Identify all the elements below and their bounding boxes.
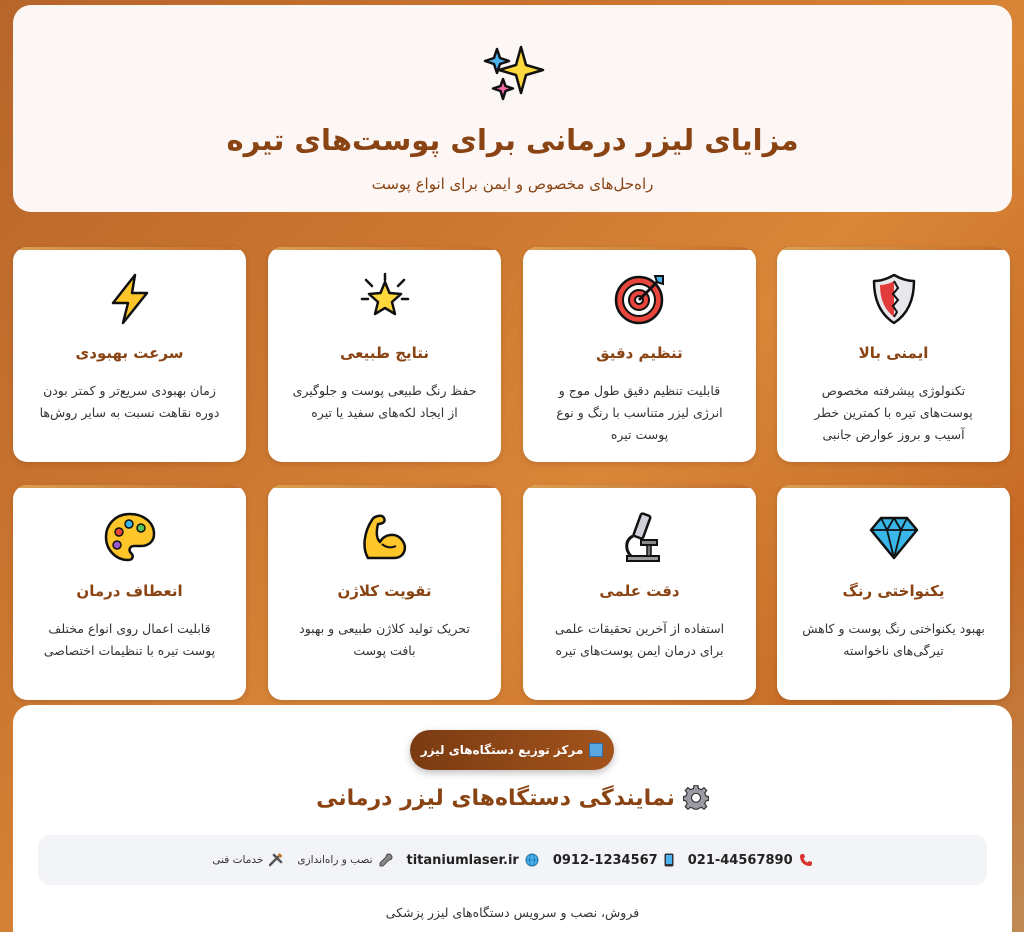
feature-title: یکنواختی رنگ <box>842 582 945 600</box>
mobile-phone-icon <box>664 853 674 867</box>
feature-card-natural-results <box>268 247 501 462</box>
sparkles-icon <box>483 43 545 105</box>
muscle-icon <box>358 510 412 564</box>
feature-description: قابلیت اعمال روی انواع مختلف پوست تیره با تنظیمات اختصاصی <box>43 621 216 658</box>
lightning-icon <box>103 272 157 326</box>
shield-icon <box>867 272 921 326</box>
feature-description: استفاده از آخرین تحقیقات علمی برای درمان ایمن پوست‌های تیره <box>554 621 725 658</box>
mobile-contact[interactable] <box>553 853 674 868</box>
target-icon <box>613 272 667 326</box>
wrench-icon <box>379 853 393 867</box>
phone-number: 021-44567890 <box>687 852 793 868</box>
feature-card-color-uniformity <box>777 485 1010 700</box>
palette-icon <box>103 510 157 564</box>
install-label: نصب و راه‌اندازی <box>297 854 373 866</box>
distributor-badge[interactable] <box>410 730 614 770</box>
service-label: خدمات فنی <box>212 854 264 866</box>
page-subtitle: راه‌حل‌های مخصوص و ایمن برای انواع پوست <box>371 175 654 193</box>
phone-icon <box>799 853 813 867</box>
technical-service <box>212 853 283 867</box>
feature-description: بهبود یکنواختی رنگ پوست و کاهش تیرگی‌های ناخواسته <box>802 621 985 658</box>
building-icon <box>589 743 603 757</box>
feature-title: نتایج طبیعی <box>339 344 430 362</box>
distributor-footer <box>13 705 1012 932</box>
website-link: titaniumlaser.ir <box>406 852 519 868</box>
hero-section <box>13 5 1012 212</box>
feature-card-recovery-speed <box>13 247 246 462</box>
footer-title-text: نمایندگی دستگاه‌های لیزر درمانی <box>316 785 675 811</box>
feature-card-treatment-flexibility <box>13 485 246 700</box>
feature-description: حفظ رنگ طبیعی پوست و جلوگیری از ایجاد لکه‌های سفید یا تیره <box>292 383 477 420</box>
feature-card-safety <box>777 247 1010 462</box>
phone-contact[interactable] <box>688 853 813 868</box>
mobile-number: 0912-1234567 <box>552 852 658 868</box>
globe-icon <box>525 853 539 867</box>
feature-title: دقت علمی <box>599 582 680 600</box>
feature-description: قابلیت تنظیم دقیق طول موج و انرژی لیزر متناسب با رنگ و نوع پوست تیره <box>556 383 723 442</box>
feature-title: تنظیم دقیق <box>596 344 683 362</box>
feature-card-precision <box>523 247 756 462</box>
contact-bar <box>38 835 987 885</box>
diamond-icon <box>867 510 921 564</box>
star-burst-icon <box>358 272 412 326</box>
feature-description: زمان بهبودی سریع‌تر و کمتر بودن دوره نقاهت نسبت به سایر روش‌ها <box>39 383 220 420</box>
footer-title <box>13 785 1012 811</box>
install-service <box>297 853 392 867</box>
feature-card-collagen <box>268 485 501 700</box>
microscope-icon <box>613 510 667 564</box>
tools-icon <box>269 853 283 867</box>
page-title: مزایای لیزر درمانی برای پوست‌های تیره <box>226 123 799 157</box>
website-contact[interactable] <box>407 853 539 868</box>
feature-description: تحریک تولید کلاژن طبیعی و بهبود بافت پوست <box>299 621 470 658</box>
feature-title: انعطاف درمان <box>76 582 183 600</box>
feature-title: تقویت کلاژن <box>337 582 432 600</box>
footer-subtitle: فروش، نصب و سرویس دستگاه‌های لیزر پزشکی <box>385 905 640 920</box>
distributor-badge-label: مرکز توزیع دستگاه‌های لیزر <box>420 743 584 757</box>
feature-card-scientific-accuracy <box>523 485 756 700</box>
feature-title: ایمنی بالا <box>858 344 929 362</box>
feature-description: تکنولوژی پیشرفته مخصوص پوست‌های تیره با کمترین خطر آسیب و بروز عوارض جانبی <box>814 383 973 442</box>
feature-title: سرعت بهبودی <box>75 344 184 362</box>
gear-icon <box>683 785 709 811</box>
